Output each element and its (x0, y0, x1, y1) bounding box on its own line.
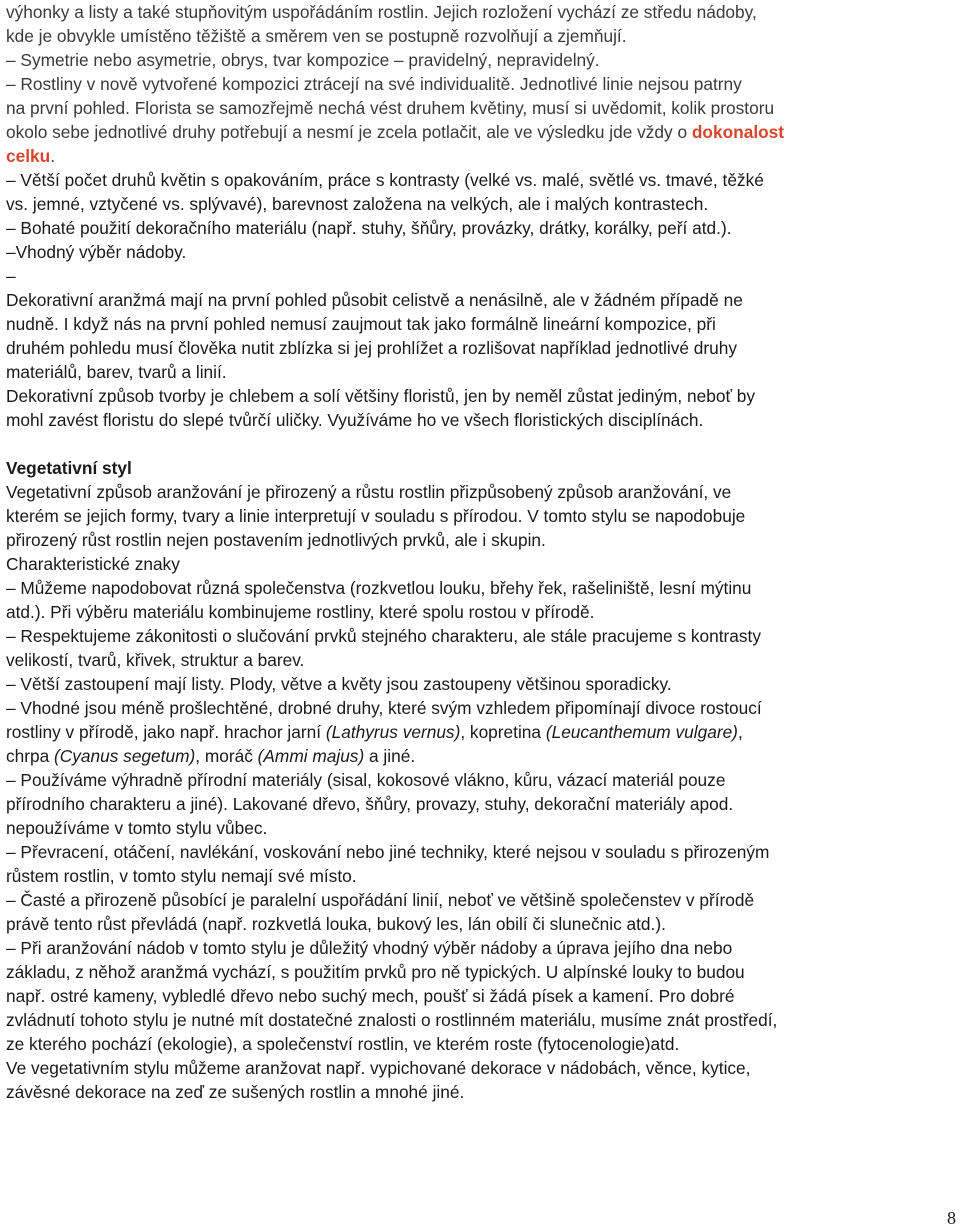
list-item: – Používáme výhradně přírodní materiály (sisal, kokosové vlákno, kůru, vázací materiál pouze (6, 770, 726, 790)
emphasis-text: dokonalost (691, 122, 785, 142)
list-item: – Vhodné jsou méně prošlechtěné, drobné druhy, které svým vzhledem připomínají divoce rostoucí (6, 698, 762, 718)
text-line (6, 122, 784, 142)
text-line: Vegetativní způsob aranžování je přirozený a růstu rostlin přizpůsobený způsob aranžování, ve (6, 482, 732, 502)
text-span: rostliny v přírodě, jako např. hrachor jarní (6, 722, 326, 742)
text-line: mohl zavést floristu do slepé tvůrčí uličky. Využíváme ho ve všech floristických disciplínách. (6, 410, 704, 430)
subheading: Charakteristické znaky (6, 554, 180, 574)
text-line: atd.). Při výběru materiálu kombinujeme rostliny, které spolu rostou v přírodě. (6, 602, 595, 622)
list-item: – Symetrie nebo asymetrie, obrys, tvar kompozice – pravidelný, nepravidelný. (6, 50, 600, 70)
list-item: – Časté a přirozeně působící je paralelní uspořádání linií, neboť ve většině společenstev v přírodě (6, 890, 755, 910)
list-item: –Vhodný výběr nádoby. (6, 242, 187, 262)
text-line: Dekorativní aranžmá mají na první pohled působit celistvě a nenásilně, ale v žádném případě ne (6, 290, 743, 310)
list-item: – Větší zastoupení mají listy. Plody, větve a květy jsou zastoupeny většinou sporadicky. (6, 674, 672, 694)
text-span: chrpa (6, 746, 55, 766)
section-heading-text: Vegetativní styl (6, 458, 132, 478)
text-line: právě tento růst převládá (např. rozkvetlá louka, bukový les, lán obilí či slunečnic atd.). (6, 914, 666, 934)
text-line (6, 146, 55, 166)
text-line: přírodního charakteru a jiné). Lakované dřevo, šňůry, provazy, stuhy, dekorační materiály apod. (6, 794, 734, 814)
text-line: nudně. I když nás na první pohled nemusí zaujmout tak jako formálně lineární kompozice, při (6, 314, 716, 334)
section-heading (6, 458, 132, 478)
text-line: kterém se jejich formy, tvary a linie interpretují v souladu s přírodou. V tomto stylu se napodobuje (6, 506, 746, 526)
list-item: – Rostliny v nově vytvořené kompozici ztrácejí na své individualitě. Jednotlivé linie nejsou patrny (6, 74, 742, 94)
text-line: kde je obvykle umístěno těžiště a směrem ven se postupně rozvolňují a zjemňují. (6, 26, 627, 46)
text-line (6, 746, 415, 766)
list-item: – Při aranžování nádob v tomto stylu je důležitý vhodný výběr nádoby a úprava jejího dna nebo (6, 938, 733, 958)
text-span: okolo sebe jednotlivé druhy potřebují a nesmí je zcela potlačit, ale ve výsledku jde vždy o (6, 122, 692, 142)
text-line: na první pohled. Florista se samozřejmě nechá vést druhem květiny, musí si uvědomit, kolik prostoru (6, 98, 775, 118)
text-line: ze kterého pochází (ekologie), a společenství rostlin, ve kterém roste (fytocenologie)atd. (6, 1034, 680, 1054)
text-span: a jiné. (364, 746, 416, 766)
latin-name: (Leucanthemum vulgare) (545, 722, 738, 742)
text-line: např. ostré kameny, vybledlé dřevo nebo suchý mech, poušť si žádá písek a kamení. Pro dobré (6, 986, 735, 1006)
list-item: – Můžeme napodobovat různá společenstva (rozkvetlou louku, břehy řek, rašeliniště, lesní mýtinu (6, 578, 752, 598)
latin-name: (Lathyrus vernus) (325, 722, 461, 742)
text-line: zvládnutí tohoto stylu je nutné mít dostatečné znalosti o rostlinném materiálu, musíme znát prostředí, (6, 1010, 778, 1030)
text-line: druhém pohledu musí člověka nutit zblízka si jej prohlížet a rozlišovat například jednotlivé druhy (6, 338, 737, 358)
text-line: přirozený růst rostlin nejen postavením jednotlivých prvků, ale i skupin. (6, 530, 546, 550)
list-item: – Bohaté použití dekoračního materiálu (např. stuhy, šňůry, provázky, drátky, korálky, peří atd.). (6, 218, 732, 238)
list-item: – Převracení, otáčení, navlékání, voskování nebo jiné techniky, které nejsou v souladu s přirozeným (6, 842, 770, 862)
latin-name: (Ammi majus) (257, 746, 365, 766)
text-line: nepoužíváme v tomto stylu vůbec. (6, 818, 268, 838)
text-line: velikostí, tvarů, křivek, struktur a barev. (6, 650, 305, 670)
text-line: výhonky a listy a také stupňovitým uspořádáním rostlin. Jejich rozložení vychází ze středu nádoby, (6, 2, 757, 22)
list-item: – (6, 266, 16, 286)
page-number: 8 (947, 1208, 956, 1228)
text-line: základu, z něhož aranžmá vychází, s použitím prvků pro ně typických. U alpínské louky to budou (6, 962, 745, 982)
text-line: Dekorativní způsob tvorby je chlebem a solí většiny floristů, jen by neměl zůstat jediným, neboť by (6, 386, 755, 406)
text-span: , moráč (195, 746, 258, 766)
list-item: – Respektujeme zákonitosti o slučování prvků stejného charakteru, ale stále pracujeme s kontrasty (6, 626, 761, 646)
text-line: materiálů, barev, tvarů a linií. (6, 362, 227, 382)
text-line: závěsné dekorace na zeď ze sušených rostlin a mnohé jiné. (6, 1082, 465, 1102)
latin-name: (Cyanus segetum) (54, 746, 196, 766)
text-span: . (50, 146, 56, 166)
text-line: vs. jemné, vztyčené vs. splývavé), barevnost založena na velkých, ale i malých kontrastech. (6, 194, 709, 214)
text-line: Ve vegetativním stylu můžeme aranžovat např. vypichované dekorace v nádobách, věnce, kytice, (6, 1058, 751, 1078)
text-line: růstem rostlin, v tomto stylu nemají své místo. (6, 866, 357, 886)
text-span: , (737, 722, 743, 742)
emphasis-text: celku (6, 146, 51, 166)
text-span: , kopretina (460, 722, 546, 742)
text-line (6, 722, 743, 742)
list-item: – Větší počet druhů květin s opakováním, práce s kontrasty (velké vs. malé, světlé vs. tmavé, těžké (6, 170, 764, 190)
